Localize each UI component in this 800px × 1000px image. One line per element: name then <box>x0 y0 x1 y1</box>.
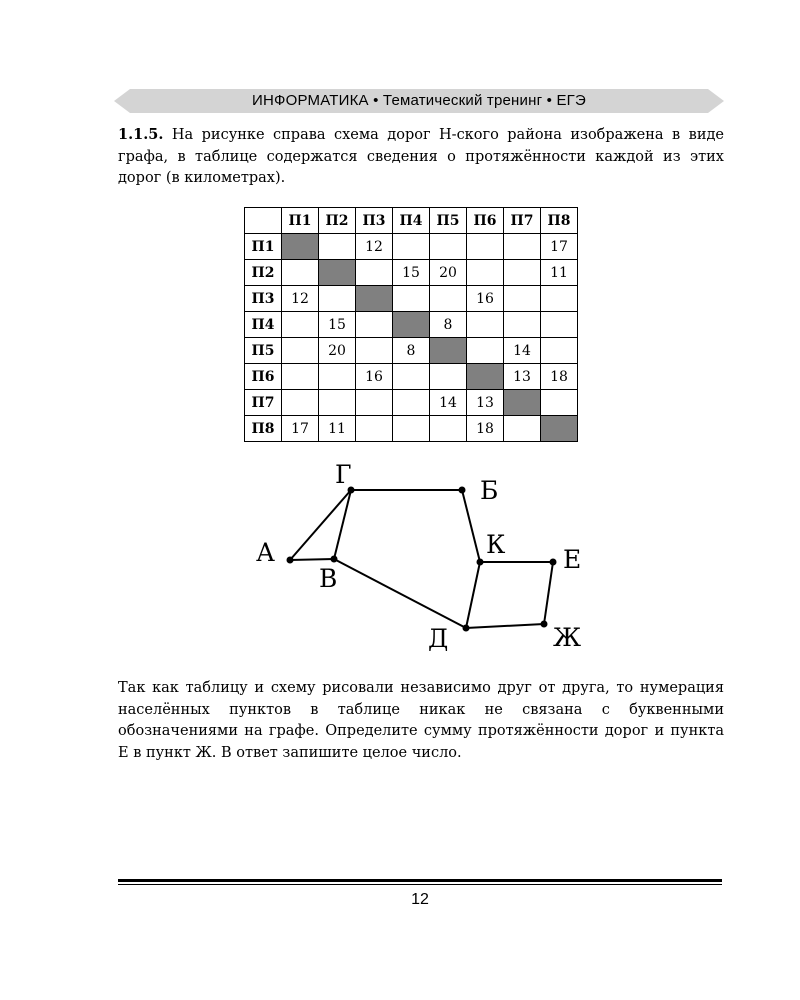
label-d: Д <box>428 624 449 653</box>
row-header: П2 <box>245 260 282 286</box>
distance-cell <box>282 338 319 364</box>
distance-cell: 14 <box>504 338 541 364</box>
diagonal-cell <box>356 286 393 312</box>
distance-cell <box>430 286 467 312</box>
problem-statement <box>118 124 724 190</box>
label-e: Е <box>563 545 582 574</box>
distance-cell <box>541 312 578 338</box>
label-zh: Ж <box>553 623 582 652</box>
label-b: Б <box>480 476 499 505</box>
table-row <box>245 260 578 286</box>
edge-e-zh <box>544 562 553 624</box>
row-header: П8 <box>245 416 282 442</box>
distance-cell: 15 <box>393 260 430 286</box>
distance-cell <box>541 286 578 312</box>
table-row <box>245 416 578 442</box>
distance-cell <box>467 260 504 286</box>
row-header: П7 <box>245 390 282 416</box>
distance-cell: 8 <box>430 312 467 338</box>
distance-cell <box>356 390 393 416</box>
distance-cell <box>504 260 541 286</box>
distance-cell: 18 <box>541 364 578 390</box>
diagonal-cell <box>319 260 356 286</box>
distance-table <box>244 207 578 442</box>
diagonal-cell <box>282 234 319 260</box>
footer-rule <box>118 879 722 882</box>
distance-cell <box>319 390 356 416</box>
table-row <box>245 234 578 260</box>
distance-cell <box>430 416 467 442</box>
vertex-d <box>463 625 470 632</box>
problem-number: 1.1.5. <box>118 126 164 143</box>
row-header: П1 <box>245 234 282 260</box>
vertex-k <box>477 559 484 566</box>
distance-cell <box>393 234 430 260</box>
distance-cell <box>393 390 430 416</box>
table-row <box>245 390 578 416</box>
distance-cell <box>467 312 504 338</box>
column-header: П2 <box>319 208 356 234</box>
vertex-v <box>331 556 338 563</box>
header-title: ИНФОРМАТИКА • Тематический тренинг • ЕГЭ <box>252 92 586 109</box>
page-number: 12 <box>411 891 429 908</box>
edge-k-d <box>466 562 480 628</box>
distance-cell: 12 <box>282 286 319 312</box>
distance-cell: 8 <box>393 338 430 364</box>
distance-cell <box>282 312 319 338</box>
distance-cell <box>319 364 356 390</box>
table-row <box>245 286 578 312</box>
distance-cell <box>430 234 467 260</box>
diagonal-cell <box>430 338 467 364</box>
distance-cell <box>282 260 319 286</box>
table-row <box>245 338 578 364</box>
header-banner <box>114 89 724 113</box>
distance-cell <box>504 416 541 442</box>
row-header: П5 <box>245 338 282 364</box>
distance-cell: 15 <box>319 312 356 338</box>
diagonal-cell <box>393 312 430 338</box>
distance-cell: 16 <box>467 286 504 312</box>
table-header-row <box>245 208 578 234</box>
distance-cell: 20 <box>319 338 356 364</box>
problem-text: На рисунке справа схема дорог Н-ского района изображена в виде графа, в таблице содержатся сведения о протяжённости каждой из этих дорог (в километрах). <box>118 127 724 186</box>
row-header: П6 <box>245 364 282 390</box>
table-row <box>245 312 578 338</box>
task-text: Так как таблицу и схему рисовали независимо друг от друга, то нумерация населённых пунктов в таблице никак не связана с буквенными обозначениями на графе. Определите сумму протяжённости дорог и пункта Е в пункт Ж. В ответ запишите целое число. <box>118 680 724 761</box>
diagonal-cell <box>541 416 578 442</box>
vertex-a <box>287 557 294 564</box>
distance-cell <box>356 260 393 286</box>
graph-edges <box>290 490 553 628</box>
distance-cell: 17 <box>541 234 578 260</box>
row-header: П3 <box>245 286 282 312</box>
row-header: П4 <box>245 312 282 338</box>
distance-cell: 14 <box>430 390 467 416</box>
distance-cell <box>504 312 541 338</box>
diagonal-cell <box>467 364 504 390</box>
distance-cell <box>393 364 430 390</box>
column-header: П5 <box>430 208 467 234</box>
label-k: К <box>486 530 506 559</box>
edge-a-v <box>290 559 334 560</box>
distance-cell <box>504 286 541 312</box>
vertex-b <box>459 487 466 494</box>
distance-cell: 13 <box>467 390 504 416</box>
distance-cell <box>319 286 356 312</box>
column-header: П4 <box>393 208 430 234</box>
column-header: П1 <box>282 208 319 234</box>
distance-cell <box>356 416 393 442</box>
vertex-zh <box>541 621 548 628</box>
label-a: А <box>256 538 275 567</box>
distance-cell <box>541 390 578 416</box>
distance-cell <box>356 338 393 364</box>
distance-cell <box>282 364 319 390</box>
edge-d-zh <box>466 624 544 628</box>
table-corner-cell <box>245 208 282 234</box>
distance-cell <box>504 234 541 260</box>
column-header: П3 <box>356 208 393 234</box>
column-header: П6 <box>467 208 504 234</box>
distance-cell: 11 <box>319 416 356 442</box>
distance-cell: 11 <box>541 260 578 286</box>
edge-b-k <box>462 490 480 562</box>
distance-cell <box>541 338 578 364</box>
column-header: П8 <box>541 208 578 234</box>
distance-cell: 12 <box>356 234 393 260</box>
label-g: Г <box>335 460 352 489</box>
vertex-e <box>550 559 557 566</box>
distance-cell <box>393 286 430 312</box>
label-v: В <box>319 564 338 593</box>
distance-cell: 18 <box>467 416 504 442</box>
distance-cell <box>319 234 356 260</box>
distance-cell <box>430 364 467 390</box>
distance-cell: 17 <box>282 416 319 442</box>
road-graph <box>240 458 600 658</box>
distance-cell <box>282 390 319 416</box>
edge-v-d <box>334 559 466 628</box>
distance-cell <box>467 338 504 364</box>
distance-cell <box>467 234 504 260</box>
distance-cell <box>356 312 393 338</box>
distance-cell: 13 <box>504 364 541 390</box>
footer-rule-thin <box>118 884 722 885</box>
column-header: П7 <box>504 208 541 234</box>
diagonal-cell <box>504 390 541 416</box>
distance-cell: 16 <box>356 364 393 390</box>
distance-cell <box>393 416 430 442</box>
table-row <box>245 364 578 390</box>
distance-cell: 20 <box>430 260 467 286</box>
